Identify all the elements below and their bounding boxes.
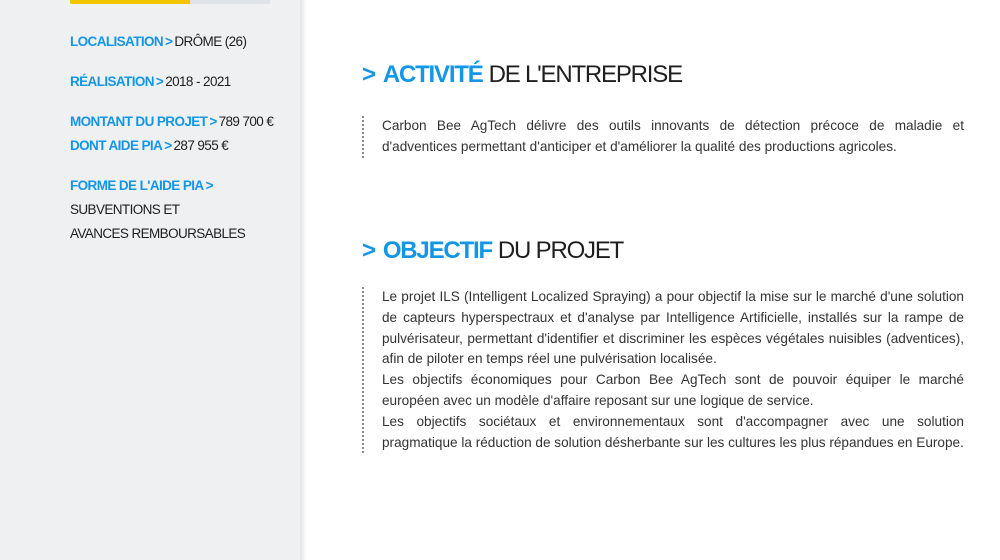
activite-heading — [362, 60, 682, 90]
info-forme-label: FORME DE L'AIDE PIA — [70, 178, 204, 193]
objectif-body — [362, 287, 964, 453]
activite-body — [362, 116, 964, 158]
info-forme-value-line2: AVANCES REMBOURSABLES — [70, 226, 246, 241]
sidebar-top-bar — [70, 0, 270, 4]
info-realisation-label: RÉALISATION — [70, 74, 154, 89]
project-info — [70, 30, 290, 246]
info-localisation — [70, 30, 290, 54]
sidebar-shadow — [300, 0, 307, 560]
info-aide-label: DONT AIDE PIA — [70, 138, 163, 153]
objectif-paragraph: Le projet ILS (Intelligent Localized Spraying) a pour objectif la mise sur le marché d'une solution de capteurs hyperspectraux et d'analyse par Intelligence Artificielle, installés sur la rampe de pulvérisateur, permettant d'identifier et discriminer les espèces végétales nuisibles (adventices), afin de piloter en temps réel une pulvérisation localisée. — [382, 289, 964, 367]
chevron-right-icon: > — [362, 237, 375, 264]
info-separator: > — [164, 138, 172, 153]
info-aide-value: 287 955 € — [173, 138, 229, 153]
info-separator: > — [155, 74, 164, 89]
info-separator: > — [205, 178, 213, 193]
objectif-heading-rest: DU PROJET — [497, 237, 624, 264]
objectif-heading-accent: OBJECTIF — [382, 237, 492, 264]
objectif-paragraph: Les objectifs économiques pour Carbon Bee AgTech sont de pouvoir équiper le marché européen avec un modèle d'affaire reposant sur une logique de service. — [382, 372, 964, 408]
info-localisation-label: LOCALISATION — [70, 34, 164, 49]
activite-heading-accent: ACTIVITÉ — [382, 61, 483, 88]
info-forme-value-line1: SUBVENTIONS ET — [70, 202, 180, 217]
info-realisation-value: 2018 - 2021 — [165, 74, 231, 89]
activite-text: Carbon Bee AgTech délivre des outils innovants de détection précoce de maladie et d'adventices permettant d'anticiper et d'améliorer la qualité des productions agricoles. — [382, 118, 964, 154]
info-separator: > — [165, 34, 173, 49]
info-realisation — [70, 70, 290, 94]
info-separator: > — [209, 114, 217, 129]
info-montant — [70, 110, 290, 134]
objectif-heading — [362, 236, 623, 266]
info-forme — [70, 174, 290, 246]
info-aide — [70, 134, 290, 158]
activite-heading-rest: DE L'ENTREPRISE — [488, 61, 682, 88]
objectif-paragraph: Les objectifs sociétaux et environnementaux sont d'accompagner avec une solution pragmatique la réduction de solution désherbante sur les cultures les plus répandues en Europe. — [382, 413, 964, 450]
info-montant-label: MONTANT DU PROJET — [70, 114, 208, 129]
info-montant-value: 789 700 € — [218, 114, 274, 129]
sidebar — [0, 0, 300, 560]
info-localisation-value: DRÔME (26) — [174, 34, 247, 49]
chevron-right-icon: > — [362, 61, 375, 88]
